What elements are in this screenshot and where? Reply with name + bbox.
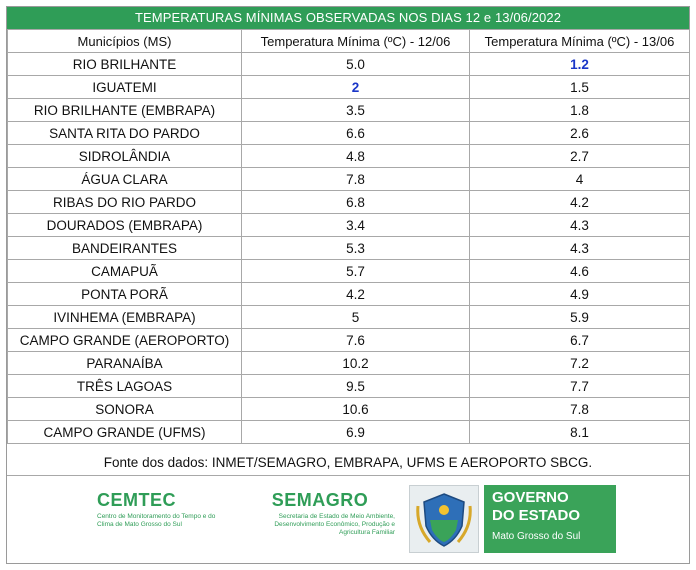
table-row <box>8 398 690 421</box>
municipio-cell: PARANAÍBA <box>8 352 242 375</box>
logo-footer <box>7 476 689 564</box>
table-row <box>8 375 690 398</box>
municipio-cell: SANTA RITA DO PARDO <box>8 122 242 145</box>
temp-12-cell: 6.9 <box>242 421 470 444</box>
table-row <box>8 53 690 76</box>
temperature-table <box>7 29 690 444</box>
municipio-cell: SIDROLÂNDIA <box>8 145 242 168</box>
municipio-cell: SONORA <box>8 398 242 421</box>
cemtec-logo <box>97 490 217 529</box>
header-temp-12: Temperatura Mínima (ºC) - 12/06 <box>242 30 470 53</box>
municipio-cell: BANDEIRANTES <box>8 237 242 260</box>
table-row <box>8 237 690 260</box>
municipio-cell: RIO BRILHANTE <box>8 53 242 76</box>
temp-13-cell: 7.8 <box>470 398 690 421</box>
report-frame <box>6 6 690 564</box>
municipio-cell: IVINHEMA (EMBRAPA) <box>8 306 242 329</box>
temp-12-cell: 6.8 <box>242 191 470 214</box>
table-row <box>8 329 690 352</box>
governo-text-box <box>484 485 616 553</box>
municipio-cell: IGUATEMI <box>8 76 242 99</box>
table-row <box>8 283 690 306</box>
table-row <box>8 306 690 329</box>
temp-12-cell: 5.3 <box>242 237 470 260</box>
temp-13-cell: 8.1 <box>470 421 690 444</box>
table-row <box>8 352 690 375</box>
table-row <box>8 122 690 145</box>
temp-13-cell: 1.8 <box>470 99 690 122</box>
table-row <box>8 421 690 444</box>
temp-12-cell: 9.5 <box>242 375 470 398</box>
cemtec-subtitle: Centro de Monitoramento do Tempo e do Clima de Mato Grosso do Sul <box>97 513 216 528</box>
cemtec-name: CEMTEC <box>97 490 176 510</box>
governo-line1: GOVERNO DO ESTADO <box>492 489 581 524</box>
temp-12-cell: 7.8 <box>242 168 470 191</box>
temp-13-cell: 2.6 <box>470 122 690 145</box>
table-row <box>8 168 690 191</box>
governo-logo <box>409 485 616 553</box>
municipio-cell: DOURADOS (EMBRAPA) <box>8 214 242 237</box>
municipio-cell: RIBAS DO RIO PARDO <box>8 191 242 214</box>
temp-13-cell: 4.9 <box>470 283 690 306</box>
data-source-note: Fonte dos dados: INMET/SEMAGRO, EMBRAPA, UFMS E AEROPORTO SBCG. <box>7 451 689 476</box>
temp-13-cell: 4 <box>470 168 690 191</box>
table-row <box>8 145 690 168</box>
municipio-cell: CAMPO GRANDE (AEROPORTO) <box>8 329 242 352</box>
temp-12-cell: 3.4 <box>242 214 470 237</box>
temp-12-cell: 3.5 <box>242 99 470 122</box>
municipio-cell: CAMPO GRANDE (UFMS) <box>8 421 242 444</box>
temp-13-cell: 4.3 <box>470 214 690 237</box>
temp-13-cell: 7.7 <box>470 375 690 398</box>
semagro-logo <box>245 490 395 537</box>
table-row <box>8 76 690 99</box>
municipio-cell: ÁGUA CLARA <box>8 168 242 191</box>
temp-13-cell: 4.6 <box>470 260 690 283</box>
municipio-cell: CAMAPUÃ <box>8 260 242 283</box>
temp-13-cell: 7.2 <box>470 352 690 375</box>
temp-13-cell: 5.9 <box>470 306 690 329</box>
temp-12-cell: 7.6 <box>242 329 470 352</box>
temp-12-cell: 4.2 <box>242 283 470 306</box>
header-temp-13: Temperatura Mínima (ºC) - 13/06 <box>470 30 690 53</box>
temp-13-cell: 4.3 <box>470 237 690 260</box>
table-header-row <box>8 30 690 53</box>
municipio-cell: PONTA PORÃ <box>8 283 242 306</box>
temp-12-cell: 5 <box>242 306 470 329</box>
table-row <box>8 214 690 237</box>
municipio-cell: RIO BRILHANTE (EMBRAPA) <box>8 99 242 122</box>
temp-12-cell: 2 <box>242 76 470 99</box>
temp-12-cell: 10.6 <box>242 398 470 421</box>
temp-13-cell: 1.2 <box>470 53 690 76</box>
temp-13-cell: 6.7 <box>470 329 690 352</box>
temp-12-cell: 10.2 <box>242 352 470 375</box>
temp-12-cell: 4.8 <box>242 145 470 168</box>
semagro-subtitle: Secretaria de Estado de Meio Ambiente, Desenvolvimento Econômico, Produção e Agricultura Familiar <box>274 513 395 536</box>
temp-13-cell: 2.7 <box>470 145 690 168</box>
temp-12-cell: 6.6 <box>242 122 470 145</box>
municipio-cell: TRÊS LAGOAS <box>8 375 242 398</box>
table-row <box>8 191 690 214</box>
semagro-name: SEMAGRO <box>271 490 369 510</box>
report-title: TEMPERATURAS MÍNIMAS OBSERVADAS NOS DIAS 12 e 13/06/2022 <box>7 7 689 29</box>
temp-13-cell: 1.5 <box>470 76 690 99</box>
temp-12-cell: 5.7 <box>242 260 470 283</box>
table-row <box>8 260 690 283</box>
temp-13-cell: 4.2 <box>470 191 690 214</box>
temp-12-cell: 5.0 <box>242 53 470 76</box>
header-municipio: Municípios (MS) <box>8 30 242 53</box>
state-seal-icon <box>409 485 479 553</box>
governo-line3: Mato Grosso do Sul <box>492 531 581 542</box>
governo-line2: DO ESTADO <box>492 507 581 524</box>
table-row <box>8 99 690 122</box>
